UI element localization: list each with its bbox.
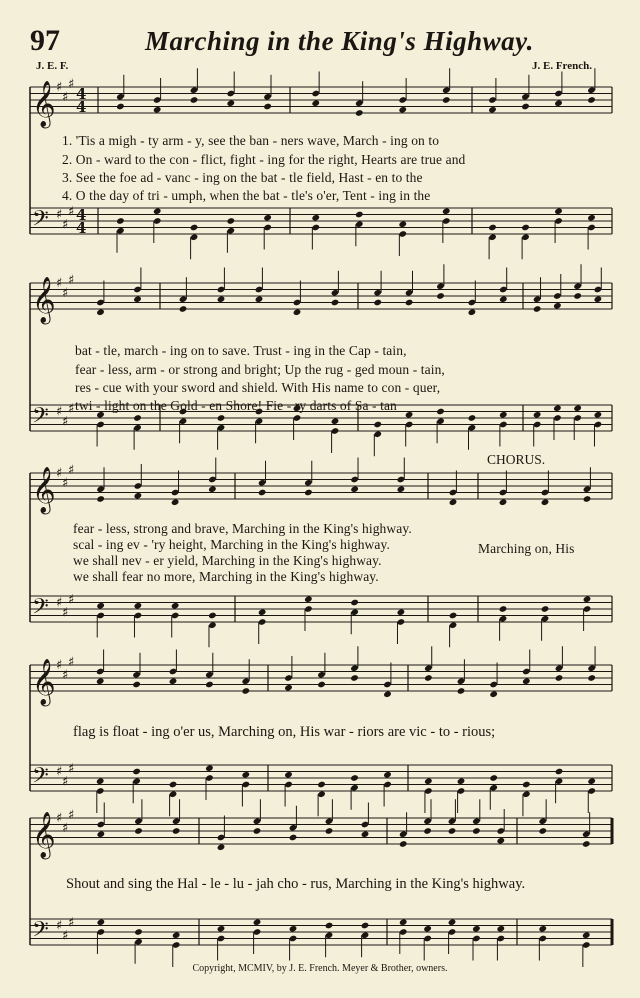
sharp-sign: ♯ [56, 595, 63, 611]
verse-2-line-2: fear - less, arm - or strong and bright; Up the rug - ged moun - tain, [75, 362, 445, 377]
note-head [96, 308, 105, 316]
sharp-sign: ♯ [56, 764, 63, 780]
note-head [361, 830, 370, 838]
note-head [217, 414, 226, 422]
note-head [350, 599, 359, 607]
music-credit: J. E. French. [532, 60, 592, 72]
verse-4-line-3: we shall fear no more, Marching in the King's highway. [73, 569, 379, 584]
sharp-sign: ♯ [56, 918, 63, 934]
note-head [325, 827, 334, 835]
note-head [496, 837, 505, 845]
note-head [383, 690, 392, 698]
note-head [133, 414, 142, 422]
note-head [468, 414, 477, 422]
note-head [397, 608, 406, 616]
bass-clef: 𝄢 [32, 917, 49, 948]
note-head [208, 485, 217, 493]
note-head [97, 918, 106, 926]
note-head [373, 421, 382, 429]
note-head [311, 99, 320, 107]
note-head [153, 207, 162, 215]
verse-4-line-1: 4. O the day of tri - umph, when the bat - tle's o'er, Tent - ing in the [62, 188, 431, 203]
sharp-sign: ♯ [62, 820, 69, 836]
note-head [449, 498, 458, 506]
note-head [241, 687, 250, 695]
verse-1-line-3: fear - less, strong and brave, Marching in the King's highway. [73, 521, 412, 536]
sharp-sign: ♯ [62, 605, 69, 621]
sharp-sign: ♯ [56, 80, 63, 95]
note-head [472, 925, 481, 933]
note-head [442, 207, 451, 215]
note-head [582, 931, 591, 939]
sharp-sign: ♯ [68, 592, 75, 608]
note-head [217, 843, 226, 851]
note-head [594, 295, 603, 303]
sharp-sign: ♯ [62, 928, 69, 944]
note-head [325, 922, 334, 930]
note-head [499, 605, 508, 613]
note-head [289, 834, 298, 842]
note-head [399, 840, 408, 848]
note-head [423, 925, 432, 933]
note-head [424, 674, 433, 682]
note-head [311, 214, 320, 222]
verse-3-line-1: 3. See the foe ad - vanc - ing on the bat - tle field, Hast - en to the [62, 170, 423, 185]
note-head [555, 768, 564, 776]
note-head [172, 931, 181, 939]
note-head [289, 925, 298, 933]
note-head [258, 489, 267, 497]
treble-clef: 𝄞 [32, 659, 56, 705]
note-head [355, 211, 364, 219]
note-head [171, 602, 180, 610]
treble-clef: 𝄞 [32, 81, 56, 127]
note-head [533, 305, 542, 313]
treble-staff [30, 283, 612, 309]
note-head [226, 99, 235, 107]
sharp-sign: ♯ [68, 272, 75, 288]
note-head [134, 928, 143, 936]
note-head [284, 684, 293, 692]
sharp-sign: ♯ [68, 401, 75, 417]
note-head [489, 690, 498, 698]
note-head [153, 106, 162, 114]
note-head [132, 681, 141, 689]
note-head [496, 925, 505, 933]
note-head [304, 489, 313, 497]
note-head [399, 918, 408, 926]
note-head [448, 918, 457, 926]
note-head [583, 495, 592, 503]
note-head [96, 602, 105, 610]
words-credit: J. E. F. [36, 60, 69, 72]
hymn-number: 97 [30, 24, 60, 57]
sharp-sign: ♯ [68, 807, 75, 823]
time-signature-top: 4 [76, 206, 87, 224]
note-head [383, 771, 392, 779]
note-head [331, 299, 340, 307]
note-head [350, 774, 359, 782]
note-head [96, 495, 105, 503]
note-head [587, 214, 596, 222]
bass-clef: 𝄢 [32, 594, 49, 625]
sharp-sign: ♯ [56, 207, 63, 223]
note-head [489, 774, 498, 782]
note-head [284, 771, 293, 779]
note-head [573, 404, 582, 412]
sharp-sign: ♯ [56, 404, 63, 420]
note-head [472, 827, 481, 835]
time-signature-bottom: 4 [76, 98, 87, 116]
sharp-sign: ♯ [56, 276, 63, 291]
note-head [179, 305, 188, 313]
note-head [541, 498, 550, 506]
note-head [538, 925, 547, 933]
note-head [116, 103, 125, 111]
note-head [541, 605, 550, 613]
chorus-line-2: Shout and sing the Hal - le - lu - jah cho - rus, Marching in the King's highway. [66, 876, 526, 892]
note-head [398, 106, 407, 114]
note-head [205, 764, 214, 772]
note-head [522, 781, 531, 789]
note-head [96, 677, 105, 685]
note-head [217, 295, 226, 303]
note-head [405, 299, 414, 307]
sharp-sign: ♯ [68, 76, 75, 92]
note-head [171, 498, 180, 506]
note-head [258, 608, 267, 616]
note-head [594, 411, 603, 419]
note-head [317, 681, 326, 689]
note-head [205, 681, 214, 689]
verse-3-line-2: res - cue with your sword and shield. With His name to con - quer, [75, 380, 441, 395]
note-head [449, 612, 458, 620]
sharp-sign: ♯ [62, 667, 69, 683]
chorus-label: CHORUS. [487, 452, 546, 467]
note-head [555, 674, 564, 682]
note-head [533, 411, 542, 419]
note-head [331, 417, 340, 425]
note-head [587, 777, 596, 785]
note-head [436, 292, 445, 300]
verse-4-line-2: twi - light on the Gold - en Shore! Fie - ry darts of Sa - tan [75, 398, 397, 413]
note-head [350, 485, 359, 493]
sharp-sign: ♯ [68, 654, 75, 670]
note-head [398, 220, 407, 228]
bass-staff [30, 919, 612, 945]
treble-clef: 𝄞 [32, 467, 56, 513]
sharp-sign: ♯ [56, 811, 63, 826]
verse-3-line-3: we shall nev - er yield, Marching in the King's highway. [73, 553, 382, 568]
note-head [436, 408, 445, 416]
note-head [255, 295, 264, 303]
note-head [253, 918, 262, 926]
sharp-sign: ♯ [68, 915, 75, 931]
note-head [448, 827, 457, 835]
note-head [488, 224, 497, 232]
note-head [499, 295, 508, 303]
verse-2-line-1: 2. On - ward to the con - flict, fight - ing for the right, Hearts are true and [62, 152, 466, 167]
note-head [522, 677, 531, 685]
note-head [397, 485, 406, 493]
note-head [587, 674, 596, 682]
time-signature-bottom: 4 [76, 219, 87, 237]
note-head [190, 224, 199, 232]
note-head [553, 404, 562, 412]
note-head [132, 768, 141, 776]
note-head [190, 96, 199, 104]
bass-clef: 𝄢 [32, 403, 49, 434]
bass-staff [30, 596, 612, 622]
note-head [457, 777, 466, 785]
note-head [521, 224, 530, 232]
note-head [457, 687, 466, 695]
sharp-sign: ♯ [56, 658, 63, 673]
verse-1-line-1: 1. 'Tis a migh - ty arm - y, see the ban - ners wave, March - ing on to [62, 133, 440, 148]
note-head [361, 922, 370, 930]
treble-staff [30, 473, 612, 499]
note-head [423, 827, 432, 835]
note-head [521, 103, 530, 111]
hymn-title: Marching in the King's Highway. [145, 26, 534, 56]
note-head [538, 827, 547, 835]
note-head [373, 299, 382, 307]
note-head [169, 781, 178, 789]
note-head [97, 830, 106, 838]
note-head [573, 292, 582, 300]
sharp-sign: ♯ [62, 414, 69, 430]
copyright-notice: Copyright, MCMIV, by J. E. French. Meyer & Brother, owners. [192, 963, 448, 974]
note-head [116, 217, 125, 225]
note-head [554, 99, 563, 107]
time-signature-top: 4 [76, 85, 87, 103]
note-head [499, 498, 508, 506]
note-head [226, 217, 235, 225]
chorus-first-words: Marching on, His [478, 541, 575, 556]
note-head [134, 602, 143, 610]
staves [30, 77, 612, 948]
note-head [304, 595, 313, 603]
note-head [582, 840, 591, 848]
note-head [554, 207, 563, 215]
note-head [442, 96, 451, 104]
note-head [355, 109, 364, 117]
note-head [350, 674, 359, 682]
verse-1-line-2: bat - tle, march - ing on to save. Trust - ing in the Cap - tain, [75, 343, 407, 358]
treble-clef: 𝄞 [32, 812, 56, 858]
note-head [263, 103, 272, 111]
treble-clef: 𝄞 [32, 277, 56, 323]
chorus-line-1: flag is float - ing o'er us, Marching on, His war - riors are vic - to - rious; [73, 724, 496, 740]
sharp-sign: ♯ [62, 217, 69, 233]
note-head [241, 771, 250, 779]
sharp-sign: ♯ [62, 89, 69, 105]
sharp-sign: ♯ [68, 462, 75, 478]
sharp-sign: ♯ [62, 475, 69, 491]
note-head [208, 612, 217, 620]
verse-2-line-3: scal - ing ev - 'ry height, Marching in the King's highway. [73, 537, 390, 552]
sharp-sign: ♯ [68, 204, 75, 220]
bass-clef: 𝄢 [32, 206, 49, 237]
sharp-sign: ♯ [68, 761, 75, 777]
note-head [293, 308, 302, 316]
note-head [587, 96, 596, 104]
sharp-sign: ♯ [62, 774, 69, 790]
note-head [405, 411, 414, 419]
sharp-sign: ♯ [56, 466, 63, 481]
note-head [253, 827, 262, 835]
sharp-sign: ♯ [62, 285, 69, 301]
note-head [172, 827, 181, 835]
note-head [499, 411, 508, 419]
note-head [468, 308, 477, 316]
note-head [169, 677, 178, 685]
note-head [96, 777, 105, 785]
note-head [424, 777, 433, 785]
note-head [488, 106, 497, 114]
note-head [133, 295, 142, 303]
bass-clef: 𝄢 [32, 763, 49, 794]
note-head [583, 595, 592, 603]
treble-staff [30, 818, 612, 844]
note-head [134, 492, 143, 500]
note-head [263, 214, 272, 222]
note-head [217, 925, 226, 933]
note-head [134, 827, 143, 835]
note-head [317, 781, 326, 789]
note-head [553, 302, 562, 310]
